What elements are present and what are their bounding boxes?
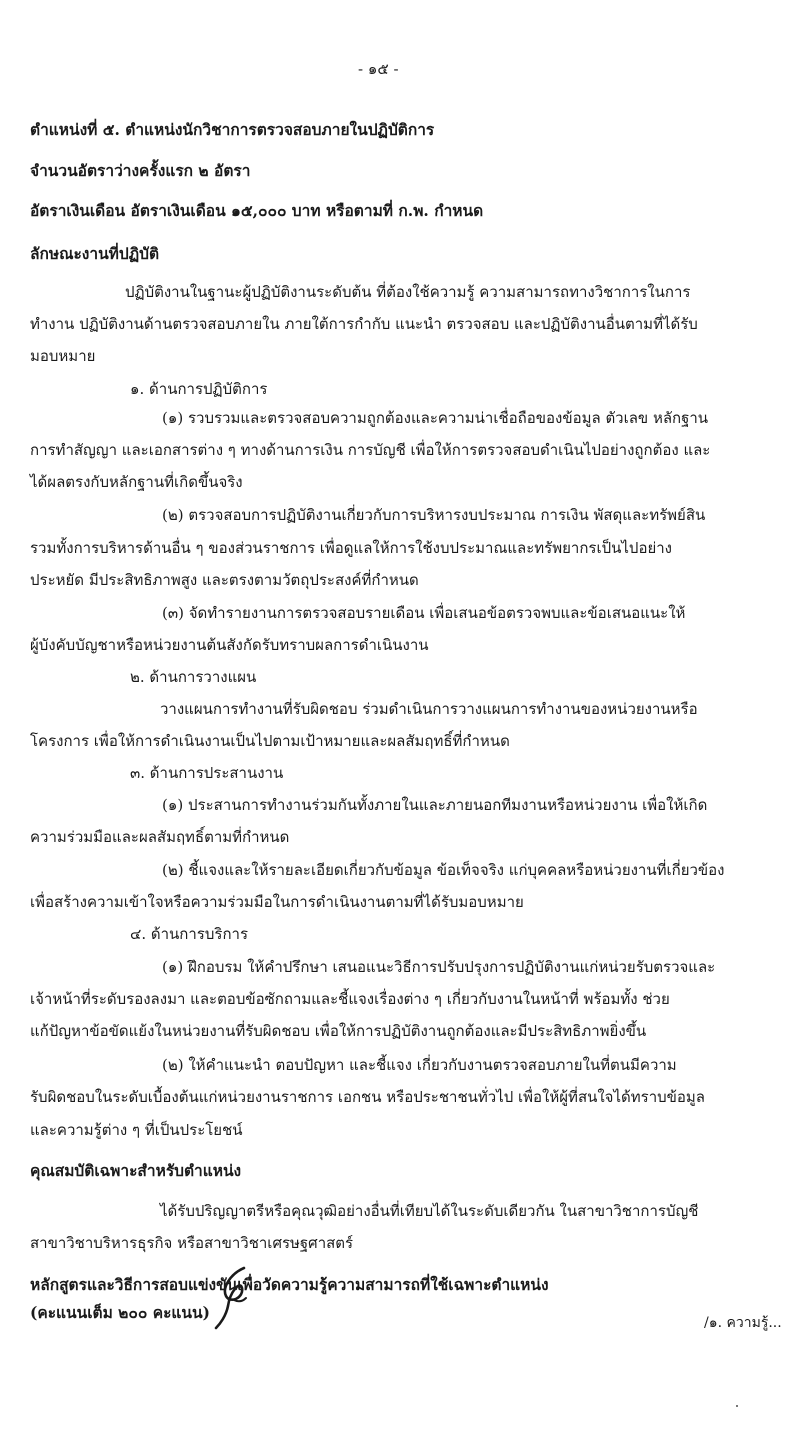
s4-item-2-line-1: (๒) ให้คำแนะนำ ตอบปัญหา และชี้แจง เกี่ยวกับงานตรวจสอบภายในที่ตนมีความ: [162, 1056, 677, 1074]
s3-item-2-line-2: เพื่อสร้างความเข้าใจหรือความร่วมมือในการดำเนินงานตามที่ได้รับมอบหมาย: [30, 893, 524, 911]
s4-item-2-line-3: และความรู้ต่าง ๆ ที่เป็นประโยชน์: [30, 1121, 243, 1139]
s1-item-1-line-3: ได้ผลตรงกับหลักฐานที่เกิดขึ้นจริง: [30, 473, 243, 491]
s1-item-2-line-1: (๒) ตรวจสอบการปฏิบัติงานเกี่ยวกับการบริหารงบประมาณ การเงิน พัสดุและทรัพย์สิน: [162, 506, 706, 524]
exam-heading: หลักสูตรและวิธีการสอบแข่งขันเพื่อวัดความรู้ความสามารถที่ใช้เฉพาะตำแหน่ง: [30, 1275, 549, 1294]
duties-intro-line-3: มอบหมาย: [30, 347, 96, 365]
duties-heading: ลักษณะงานที่ปฏิบัติ: [30, 244, 160, 263]
section-1-title: ๑. ด้านการปฏิบัติการ: [130, 380, 268, 398]
s2-body-line-2: โครงการ เพื่อให้การดำเนินงานเป็นไปตามเป้าหมายและผลสัมฤทธิ์ที่กำหนด: [30, 732, 510, 750]
section-4-title: ๔. ด้านการบริการ: [130, 925, 249, 943]
s3-item-1-line-1: (๑) ประสานการทำงานร่วมกันทั้งภายในและภายนอกทีมงานหรือหน่วยงาน เพื่อให้เกิด: [162, 796, 708, 814]
s1-item-2-line-3: ประหยัด มีประสิทธิภาพสูง และตรงตามวัตถุประสงค์ที่กำหนด: [30, 571, 419, 589]
s1-item-3-line-2: ผู้บังคับบัญชาหรือหน่วยงานต้นสังกัดรับทราบผลการดำเนินงาน: [30, 636, 429, 654]
duties-intro-line-1: ปฏิบัติงานในฐานะผู้ปฏิบัติงานระดับต้น ที่ต้องใช้ความรู้ ความสามารถทางวิชาการในการ: [125, 283, 691, 301]
s4-item-1-line-1: (๑) ฝึกอบรม ให้คำปรึกษา เสนอแนะวิธีการปรับปรุงการปฏิบัติงานแก่หน่วยรับตรวจและ: [162, 958, 716, 976]
section-3-title: ๓. ด้านการประสานงาน: [130, 764, 284, 782]
qualifications-line-2: สาขาวิชาบริหารธุรกิจ หรือสาขาวิชาเศรษฐศาสตร์: [30, 1234, 354, 1252]
s4-item-2-line-2: รับผิดชอบในระดับเบื้องต้นแก่หน่วยงานราชการ เอกชน หรือประชาชนทั่วไป เพื่อให้ผู้ที่สนใจได้ทราบข้อมูล: [30, 1088, 705, 1106]
continuation-marker: /๑. ความรู้...: [704, 1315, 782, 1331]
s1-item-1-line-2: การทำสัญญา และเอกสารต่าง ๆ ทางด้านการเงิน การบัญชี เพื่อให้การตรวจสอบดำเนินไปอย่างถูกต้อง และ: [30, 441, 711, 459]
s1-item-2-line-2: รวมทั้งการบริหารด้านอื่น ๆ ของส่วนราชการ เพื่อดูแลให้การใช้งบประมาณและทรัพยากรเป็นไปอย่าง: [30, 539, 672, 557]
s2-body-line-1: วางแผนการทำงานที่รับผิดชอบ ร่วมดำเนินการวางแผนการทำงานของหน่วยงานหรือ: [160, 700, 698, 718]
qualifications-heading: คุณสมบัติเฉพาะสำหรับตำแหน่ง: [30, 1161, 242, 1180]
duties-intro-line-2: ทำงาน ปฏิบัติงานด้านตรวจสอบภายใน ภายใต้การกำกับ แนะนำ ตรวจสอบ และปฏิบัติงานอื่นตามที่ได้รับ: [30, 315, 698, 333]
s1-item-3-line-1: (๓) จัดทำรายงานการตรวจสอบรายเดือน เพื่อเสนอข้อตรวจพบและข้อเสนอแนะให้: [162, 604, 686, 622]
salary-rate: อัตราเงินเดือน อัตราเงินเดือน ๑๕,๐๐๐ บาท หรือตามที่ ก.พ. กำหนด: [30, 201, 484, 220]
s3-item-2-line-1: (๒) ชี้แจงและให้รายละเอียดเกี่ยวกับข้อมูล ข้อเท็จจริง แก่บุคคลหรือหน่วยงานที่เกี่ยวข้อง: [162, 861, 725, 879]
section-2-title: ๒. ด้านการวางแผน: [130, 668, 257, 686]
s1-item-1-line-1: (๑) รวบรวมและตรวจสอบความถูกต้องและความน่าเชื่อถือของข้อมูล ตัวเลข หลักฐาน: [162, 409, 709, 427]
signature-icon: [200, 1262, 270, 1332]
vacancy-count: จำนวนอัตราว่างครั้งแรก ๒ อัตรา: [30, 161, 251, 180]
s4-item-1-line-3: แก้ปัญหาข้อขัดแย้งในหน่วยงานที่รับผิดชอบ เพื่อให้การปฏิบัติงานถูกต้องและมีประสิทธิภาพยิ่งขึ้น: [30, 1022, 647, 1040]
s4-item-1-line-2: เจ้าหน้าที่ระดับรองลงมา และตอบข้อซักถามและชี้แจงเรื่องต่าง ๆ เกี่ยวกับงานในหน้าที่ พร้อมทั้ง ช่วย: [30, 990, 670, 1008]
scan-speck: [736, 1405, 738, 1407]
s3-item-1-line-2: ความร่วมมือและผลสัมฤทธิ์ตามที่กำหนด: [30, 828, 290, 846]
exam-score: (คะแนนเต็ม ๒๐๐ คะแนน): [30, 1303, 210, 1322]
position-title: ตำแหน่งที่ ๕. ตำแหน่งนักวิชาการตรวจสอบภายในปฏิบัติการ: [30, 120, 435, 139]
qualifications-line-1: ได้รับปริญญาตรีหรือคุณวุฒิอย่างอื่นที่เทียบได้ในระดับเดียวกัน ในสาขาวิชาการบัญชี: [160, 1202, 699, 1220]
page-number: - ๑๕ -: [358, 60, 399, 78]
